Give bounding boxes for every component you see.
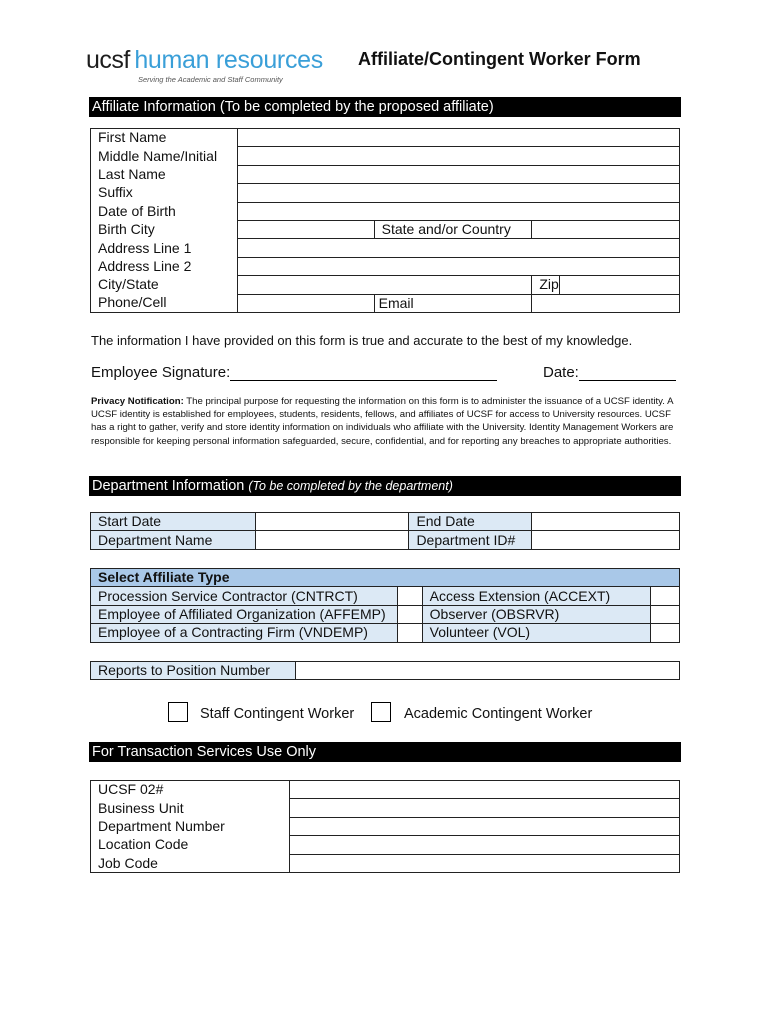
dept-id-input[interactable] bbox=[532, 531, 680, 549]
email-label: Email bbox=[374, 294, 532, 312]
type-cntrct-select[interactable] bbox=[397, 587, 422, 605]
type-accext-select[interactable] bbox=[651, 587, 680, 605]
job-code-input[interactable] bbox=[289, 854, 679, 872]
reports-to-table bbox=[90, 661, 680, 680]
first-name-input[interactable] bbox=[237, 129, 679, 147]
type-obsrvr-label: Observer (OBSRVR) bbox=[422, 605, 651, 623]
type-vol-label: Volunteer (VOL) bbox=[422, 624, 651, 642]
row-first-name bbox=[91, 129, 680, 147]
academic-contingent-label: Academic Contingent Worker bbox=[404, 706, 593, 722]
row-suffix bbox=[91, 184, 680, 202]
row-last-name bbox=[91, 165, 680, 183]
last-name-label: Last Name bbox=[91, 165, 238, 183]
type-vndemp-select[interactable] bbox=[397, 624, 422, 642]
phone-input[interactable] bbox=[237, 294, 374, 312]
middle-name-label: Middle Name/Initial bbox=[91, 147, 238, 165]
transaction-table bbox=[90, 780, 680, 873]
row-phone bbox=[91, 294, 680, 312]
logo-tagline: Serving the Academic and Staff Community bbox=[138, 75, 283, 84]
dept-number-input[interactable] bbox=[289, 817, 679, 835]
middle-name-input[interactable] bbox=[237, 147, 679, 165]
dept-name-label: Department Name bbox=[91, 531, 256, 549]
department-info-table bbox=[90, 512, 680, 550]
last-name-input[interactable] bbox=[237, 165, 679, 183]
location-code-label: Location Code bbox=[91, 836, 290, 854]
row-dob bbox=[91, 202, 680, 220]
suffix-label: Suffix bbox=[91, 184, 238, 202]
start-date-input[interactable] bbox=[255, 513, 409, 531]
row-city-state bbox=[91, 276, 680, 294]
row-middle-name bbox=[91, 147, 680, 165]
type-vol-select[interactable] bbox=[651, 624, 680, 642]
city-state-label: City/State bbox=[91, 276, 238, 294]
transaction-section-bar: For Transaction Services Use Only bbox=[89, 742, 681, 762]
city-state-input[interactable] bbox=[237, 276, 532, 294]
zip-label: Zip bbox=[532, 276, 559, 294]
staff-contingent-checkbox[interactable] bbox=[168, 702, 188, 722]
dob-label: Date of Birth bbox=[91, 202, 238, 220]
date-label: Date: bbox=[543, 364, 579, 381]
reports-to-label: Reports to Position Number bbox=[91, 662, 296, 680]
type-vndemp-label: Employee of a Contracting Firm (VNDEMP) bbox=[91, 624, 398, 642]
row-address1 bbox=[91, 239, 680, 257]
location-code-input[interactable] bbox=[289, 836, 679, 854]
birth-city-input[interactable] bbox=[237, 220, 374, 238]
address2-input[interactable] bbox=[237, 257, 679, 275]
row-address2 bbox=[91, 257, 680, 275]
business-unit-input[interactable] bbox=[289, 799, 679, 817]
privacy-notification bbox=[91, 395, 681, 448]
affiliate-type-header: Select Affiliate Type bbox=[91, 569, 680, 587]
end-date-input[interactable] bbox=[532, 513, 680, 531]
address1-input[interactable] bbox=[237, 239, 679, 257]
reports-to-input[interactable] bbox=[295, 662, 679, 680]
logo-hr-text: human resources bbox=[134, 46, 323, 74]
type-obsrvr-select[interactable] bbox=[651, 605, 680, 623]
form-title: Affiliate/Contingent Worker Form bbox=[358, 49, 641, 69]
type-affemp-select[interactable] bbox=[397, 605, 422, 623]
department-bar-note: (To be completed by the department) bbox=[248, 479, 453, 493]
address1-label: Address Line 1 bbox=[91, 239, 238, 257]
department-bar-label: Department Information bbox=[92, 478, 249, 494]
accuracy-statement: The information I have provided on this form is true and accurate to the best of my knowledge. bbox=[91, 333, 633, 348]
state-country-label: State and/or Country bbox=[374, 220, 532, 238]
dept-name-input[interactable] bbox=[255, 531, 409, 549]
type-affemp-label: Employee of Affiliated Organization (AFFEMP) bbox=[91, 605, 398, 623]
employee-signature bbox=[91, 364, 497, 381]
privacy-text: The principal purpose for requesting the information on this form is to administer the issuance of a UCSF identity. A UCSF identity is established for employees, students, residents, fellows, and affiliates of UCSF for access to University resources. UCSF has a right to gather, verify and store identity information on individuals who affiliate with the University. Identity Management Workers are responsible for keeping personal information safeguarded, secure, confidential, and for reporting any breaches to appropriate authorities. bbox=[91, 396, 674, 447]
ucsf-hr-logo bbox=[86, 46, 323, 84]
end-date-label: End Date bbox=[409, 513, 532, 531]
employee-signature-label: Employee Signature: bbox=[91, 364, 231, 381]
suffix-input[interactable] bbox=[237, 184, 679, 202]
dob-input[interactable] bbox=[237, 202, 679, 220]
staff-contingent-label: Staff Contingent Worker bbox=[200, 706, 355, 722]
address2-label: Address Line 2 bbox=[91, 257, 238, 275]
job-code-label: Job Code bbox=[91, 854, 290, 872]
type-accext-label: Access Extension (ACCEXT) bbox=[422, 587, 651, 605]
affiliate-type-table bbox=[90, 568, 680, 643]
privacy-heading: Privacy Notification: bbox=[91, 396, 184, 407]
dept-id-label: Department ID# bbox=[409, 531, 532, 549]
type-cntrct-label: Procession Service Contractor (CNTRCT) bbox=[91, 587, 398, 605]
ucsf02-input[interactable] bbox=[289, 781, 679, 799]
row-birth-city bbox=[91, 220, 680, 238]
state-country-input[interactable] bbox=[532, 220, 680, 238]
birth-city-label: Birth City bbox=[91, 220, 238, 238]
dept-number-label: Department Number bbox=[91, 817, 290, 835]
zip-input[interactable] bbox=[559, 276, 679, 294]
academic-contingent-checkbox[interactable] bbox=[371, 702, 391, 722]
affiliate-section-bar: Affiliate Information (To be completed by the proposed affiliate) bbox=[89, 97, 681, 117]
date-line[interactable] bbox=[579, 366, 676, 381]
phone-label: Phone/Cell bbox=[91, 294, 238, 312]
affiliate-info-table bbox=[90, 128, 680, 313]
first-name-label: First Name bbox=[91, 129, 238, 147]
department-section-bar bbox=[89, 476, 681, 496]
ucsf02-label: UCSF 02# bbox=[91, 781, 290, 799]
logo-ucsf-text: ucsf bbox=[86, 46, 130, 74]
signature-date bbox=[543, 364, 676, 381]
employee-signature-line[interactable] bbox=[230, 366, 497, 381]
start-date-label: Start Date bbox=[91, 513, 256, 531]
business-unit-label: Business Unit bbox=[91, 799, 290, 817]
email-input[interactable] bbox=[532, 294, 680, 312]
